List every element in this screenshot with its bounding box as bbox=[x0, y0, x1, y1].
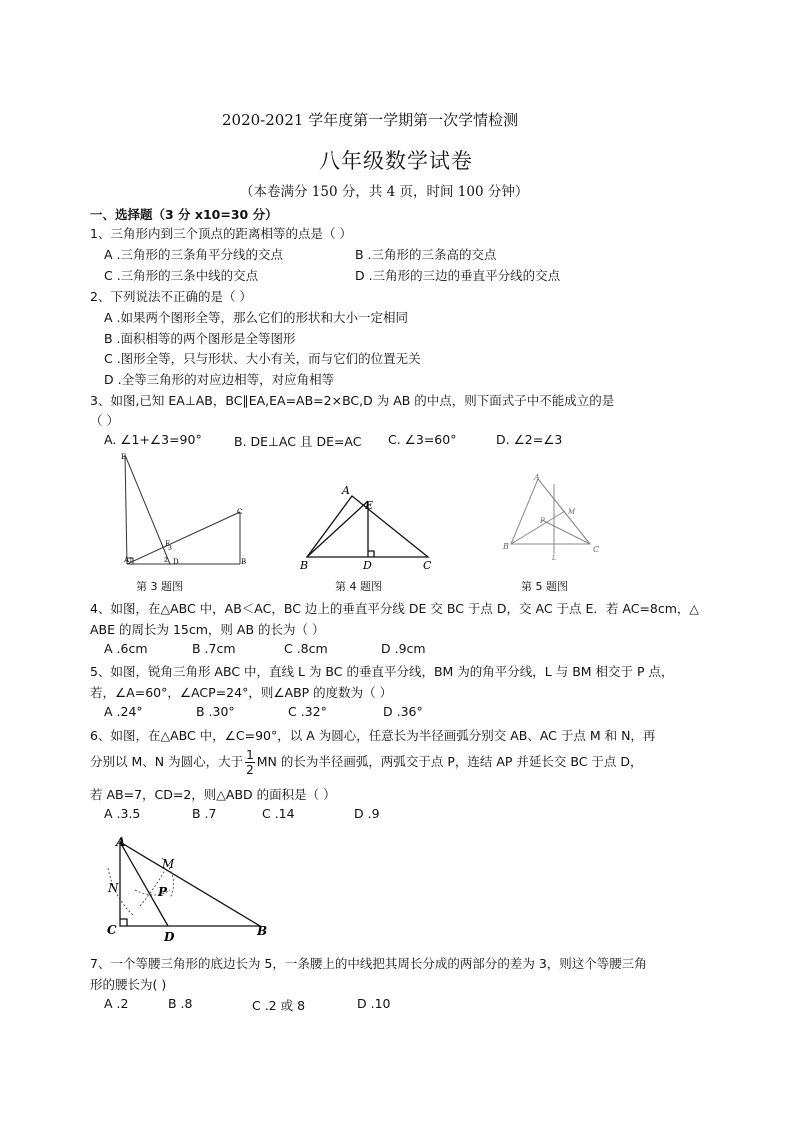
figure-4 bbox=[295, 480, 440, 572]
fig3-label-E: E bbox=[121, 453, 127, 461]
q6-line3: 若 AB=7，CD=2，则△ABD 的面积是（ ） bbox=[90, 787, 336, 802]
q5-option-b: B .30° bbox=[196, 704, 235, 719]
figure-5-caption: 第 5 题图 bbox=[521, 580, 568, 593]
fig6-label-A: A bbox=[116, 835, 126, 849]
fraction-numerator: 1 bbox=[246, 748, 254, 762]
q2-option-d: D .全等三角形的对应边相等，对应角相等 bbox=[104, 372, 335, 387]
q1-option-d: D .三角形的三边的垂直平分线的交点 bbox=[355, 268, 561, 283]
q6-line1: 6、如图，在△ABC 中，∠C=90°，以 A 为圆心，任意长为半径画弧分别交 AB、AC 于点 M 和 N，再 bbox=[90, 728, 656, 743]
section-heading: 一、选择题（3 分 x10=30 分） bbox=[90, 207, 278, 222]
figure-6 bbox=[100, 828, 275, 946]
fig6-label-B: B bbox=[257, 924, 268, 938]
q5-line1: 5、如图，锐角三角形 ABC 中，直线 L 为 BC 的垂直平分线，BM 为的角平分线，L 与 BM 相交于 P 点， bbox=[90, 664, 674, 679]
fig3-label-F: F bbox=[165, 540, 170, 548]
q7-line1: 7、一个等腰三角形的底边长为 5，一条腰上的中线把其周长分成的两部分的差为 3，则这个等腰三角 bbox=[90, 956, 647, 971]
fig5-label-L: L bbox=[552, 555, 556, 562]
q4-option-c: C .8cm bbox=[284, 641, 328, 656]
q1-stem: 1、三角形内到三个顶点的距离相等的点是（ ） bbox=[90, 226, 352, 241]
fig6-label-P: P bbox=[158, 885, 168, 899]
q4-option-a: A .6cm bbox=[104, 641, 148, 656]
figure-3 bbox=[112, 450, 252, 572]
fig4-label-E: E bbox=[365, 499, 374, 512]
q6-line2-pre: 分别以 M、N 为圆心，大于 bbox=[90, 754, 244, 769]
fig5-label-B: B bbox=[503, 542, 509, 551]
q5-option-d: D .36° bbox=[383, 704, 423, 719]
q6-option-a: A .3.5 bbox=[104, 806, 141, 821]
fig4-label-A: A bbox=[342, 484, 350, 497]
q4-line1: 4、如图，在△ABC 中，AB＜AC，BC 边上的垂直平分线 DE 交 BC 于点 D，交 AC 于点 E．若 AC=8cm，△ bbox=[90, 601, 700, 616]
q2-option-c: C .图形全等，只与形状、大小有关，而与它们的位置无关 bbox=[104, 351, 421, 366]
exam-header-line: 2020-2021 学年度第一学期第一次学情检测 bbox=[222, 111, 519, 129]
q5-option-c: C .32° bbox=[288, 704, 327, 719]
q6-line2-post: MN 的长为半径画弧，两弧交于点 P，连结 AP 并延长交 BC 于点 D， bbox=[256, 754, 643, 769]
q1-option-a: A .三角形的三条角平分线的交点 bbox=[104, 247, 283, 262]
q3-option-d: D. ∠2=∠3 bbox=[496, 432, 563, 447]
q4-option-b: B .7cm bbox=[192, 641, 236, 656]
fig3-label-B: B bbox=[241, 558, 247, 566]
fig5-label-C: C bbox=[593, 545, 600, 554]
fig5-label-A: A bbox=[534, 473, 540, 482]
q3-paren: （ ） bbox=[90, 413, 119, 428]
q2-stem: 2、下列说法不正确的是（ ） bbox=[90, 289, 252, 304]
q3-option-c: C. ∠3=60° bbox=[388, 432, 457, 447]
q6-option-d: D .9 bbox=[354, 806, 380, 821]
q1-option-c: C .三角形的三条中线的交点 bbox=[104, 268, 259, 283]
q3-option-b: B. DE⊥AC 且 DE=AC bbox=[234, 434, 362, 449]
q1-option-b: B .三角形的三条高的交点 bbox=[355, 247, 497, 262]
q2-option-a: A .如果两个图形全等，那么它们的形状和大小一定相同 bbox=[104, 310, 408, 325]
q7-option-b: B .8 bbox=[168, 996, 193, 1011]
q2-option-b: B .面积相等的两个图形是全等图形 bbox=[104, 331, 296, 346]
q3-stem: 3、如图,已知 EA⊥AB，BC∥EA,EA=AB=2×BC,D 为 AB 的中点，则下面式子中不能成立的是 bbox=[90, 393, 615, 408]
fig6-label-D: D bbox=[164, 930, 175, 944]
fig3-label-3: 3 bbox=[168, 545, 172, 552]
fig6-label-N: N bbox=[108, 881, 119, 895]
q4-option-d: D .9cm bbox=[381, 641, 426, 656]
q6-line2 bbox=[90, 748, 643, 776]
fig5-label-M: M bbox=[568, 508, 576, 516]
q4-line2: ABE 的周长为 15cm，则 AB 的长为（ ） bbox=[90, 622, 325, 637]
q5-line2: 若，∠A=60°，∠ACP=24°，则∠ABP 的度数为（ ） bbox=[90, 685, 393, 700]
fig4-label-B: B bbox=[300, 559, 309, 572]
q7-option-a: A .2 bbox=[104, 996, 129, 1011]
fig6-label-M: M bbox=[162, 857, 175, 871]
fig4-label-C: C bbox=[423, 559, 432, 572]
fig5-label-P: P bbox=[540, 517, 545, 525]
fraction-denominator: 2 bbox=[246, 763, 254, 777]
figure-3-caption: 第 3 题图 bbox=[136, 580, 183, 593]
q6-option-b: B .7 bbox=[192, 806, 217, 821]
q7-option-c: C .2 或 8 bbox=[252, 998, 306, 1013]
figure-5 bbox=[497, 470, 627, 570]
fraction-one-half bbox=[245, 749, 255, 776]
figure-4-caption: 第 4 题图 bbox=[335, 580, 382, 593]
fig3-label-2: 2 bbox=[164, 557, 168, 564]
q5-option-a: A .24° bbox=[104, 704, 143, 719]
fig3-label-1: 1 bbox=[129, 557, 133, 564]
exam-title: 八年级数学试卷 bbox=[319, 149, 473, 173]
fig6-label-C: C bbox=[107, 923, 117, 937]
fig3-label-A: A bbox=[124, 556, 130, 564]
q6-option-c: C .14 bbox=[262, 806, 295, 821]
q3-option-a: A. ∠1+∠3=90° bbox=[104, 432, 202, 447]
q7-option-d: D .10 bbox=[357, 996, 391, 1011]
q7-line2: 形的腰长为( ) bbox=[90, 977, 167, 992]
fig3-label-C: C bbox=[237, 508, 243, 516]
fig4-label-D: D bbox=[363, 559, 372, 572]
fig3-label-D: D bbox=[173, 558, 179, 566]
exam-subtitle: （本卷满分 150 分，共 4 页，时间 100 分钟） bbox=[240, 184, 529, 200]
